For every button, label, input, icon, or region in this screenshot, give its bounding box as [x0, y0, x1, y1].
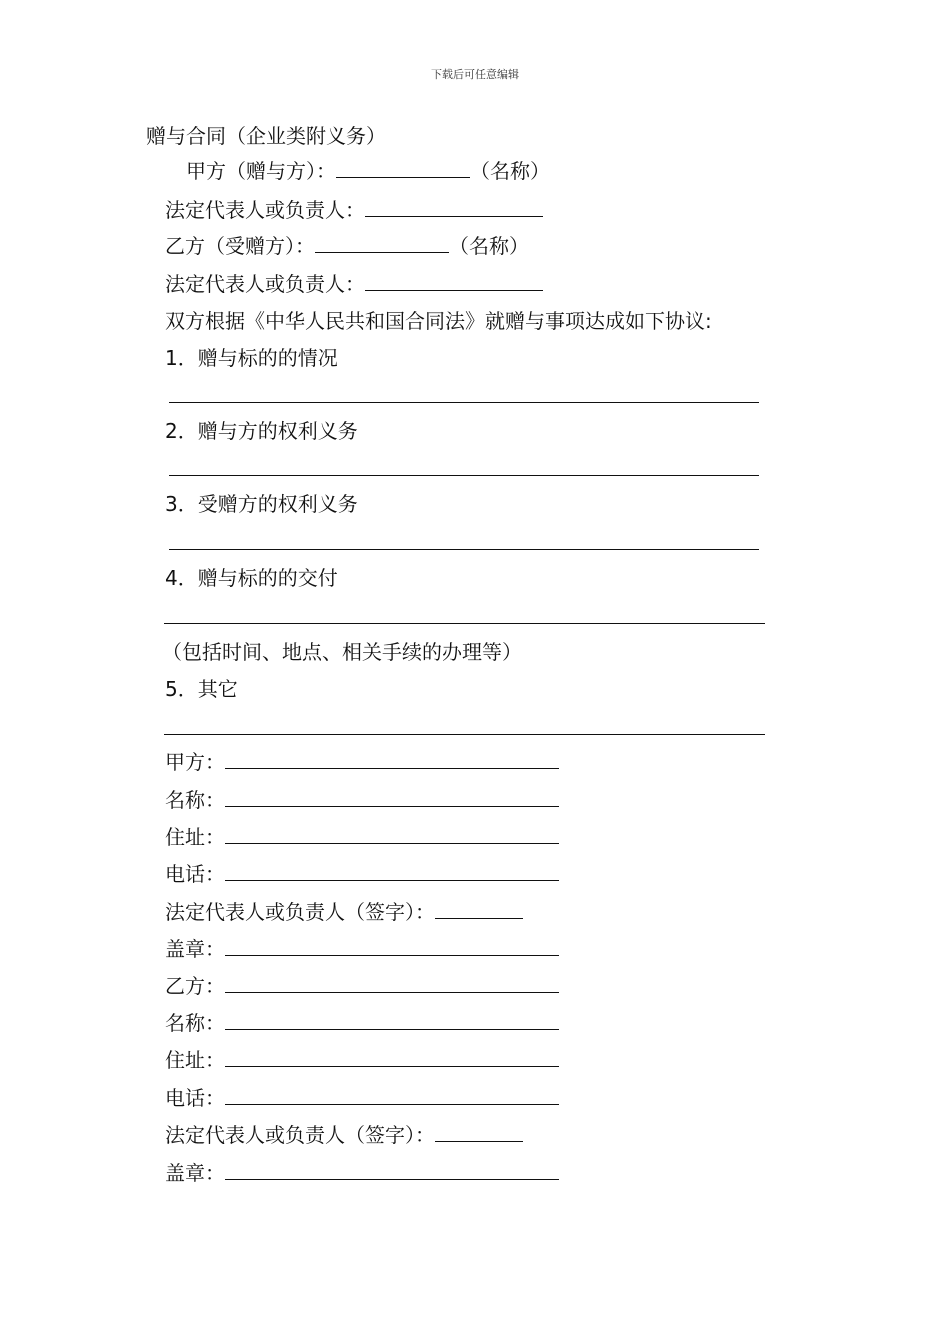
- party-b-rep-line: [165, 270, 543, 298]
- section-3-title: 受赠方的权利义务: [197, 492, 358, 516]
- party-a-line: [186, 157, 550, 185]
- section-5-number: 5．: [165, 677, 198, 701]
- party-a-name-field[interactable]: [336, 159, 470, 178]
- section-2-heading: [165, 417, 358, 445]
- section-4-note: （包括时间、地点、相关手续的办理等）: [162, 640, 522, 664]
- section-4-title: 赠与标的的交付: [197, 566, 338, 590]
- section-3-number: 3．: [165, 492, 198, 516]
- sign-a-party: [165, 748, 559, 776]
- sign-b-party-label: 乙方：: [165, 974, 225, 998]
- sign-a-address-field[interactable]: [225, 825, 559, 844]
- sign-b-party-field[interactable]: [225, 974, 559, 993]
- section-4-number: 4．: [165, 566, 198, 590]
- section-1-number: 1．: [165, 346, 198, 370]
- party-b-line: [165, 232, 529, 260]
- party-b-name-field[interactable]: [315, 234, 449, 253]
- sign-a-phone: [165, 860, 559, 888]
- section-1-fill-line[interactable]: [169, 402, 759, 403]
- party-b-label: 乙方（受赠方）：: [165, 234, 315, 258]
- sign-b-rep: [165, 1121, 523, 1149]
- sign-b-phone: [165, 1084, 559, 1112]
- document-title: 赠与合同（企业类附义务）: [146, 124, 386, 148]
- party-a-rep-line: [165, 196, 543, 224]
- party-a-label: 甲方（赠与方）：: [186, 159, 336, 183]
- sign-b-seal-field[interactable]: [225, 1161, 559, 1180]
- section-4-fill-line[interactable]: [164, 623, 765, 624]
- party-a-rep-label: 法定代表人或负责人：: [165, 198, 365, 222]
- sign-b-address-field[interactable]: [225, 1048, 559, 1067]
- sign-a-phone-field[interactable]: [225, 862, 559, 881]
- section-5-fill-line[interactable]: [164, 734, 765, 735]
- party-b-rep-label: 法定代表人或负责人：: [165, 272, 365, 296]
- party-a-suffix: （名称）: [470, 159, 550, 183]
- section-5-title: 其它: [197, 677, 238, 701]
- sign-a-name: [165, 786, 559, 814]
- sign-b-rep-signature-field[interactable]: [435, 1123, 523, 1142]
- section-3-heading: [165, 490, 358, 518]
- sign-a-seal-field[interactable]: [225, 937, 559, 956]
- sign-a-name-label: 名称：: [165, 788, 225, 812]
- sign-b-address: [165, 1046, 559, 1074]
- sign-a-rep-label: 法定代表人或负责人（签字）：: [165, 900, 435, 924]
- party-b-suffix: （名称）: [449, 234, 529, 258]
- sign-a-rep: [165, 898, 523, 926]
- party-a-rep-field[interactable]: [365, 198, 543, 217]
- sign-b-name-field[interactable]: [225, 1011, 559, 1030]
- sign-a-seal-label: 盖章：: [165, 937, 225, 961]
- section-5-heading: [165, 675, 238, 703]
- sign-b-phone-field[interactable]: [225, 1086, 559, 1105]
- sign-b-seal: [165, 1159, 559, 1187]
- sign-b-party: [165, 972, 559, 1000]
- section-3-fill-line[interactable]: [169, 549, 759, 550]
- section-1-heading: [165, 344, 338, 372]
- sign-b-rep-label: 法定代表人或负责人（签字）：: [165, 1123, 435, 1147]
- sign-b-address-label: 住址：: [165, 1048, 225, 1072]
- sign-a-rep-signature-field[interactable]: [435, 900, 523, 919]
- party-b-rep-field[interactable]: [365, 272, 543, 291]
- sign-b-phone-label: 电话：: [165, 1086, 225, 1110]
- section-2-fill-line[interactable]: [169, 475, 759, 476]
- sign-a-name-field[interactable]: [225, 788, 559, 807]
- sign-b-seal-label: 盖章：: [165, 1161, 225, 1185]
- page-header-note: 下载后可任意编辑: [431, 68, 519, 81]
- sign-a-address-label: 住址：: [165, 825, 225, 849]
- sign-a-party-label: 甲方：: [165, 750, 225, 774]
- sign-a-phone-label: 电话：: [165, 862, 225, 886]
- sign-a-address: [165, 823, 559, 851]
- sign-a-party-field[interactable]: [225, 750, 559, 769]
- sign-b-name: [165, 1009, 559, 1037]
- sign-a-seal: [165, 935, 559, 963]
- section-1-title: 赠与标的的情况: [197, 346, 338, 370]
- agreement-intro: 双方根据《中华人民共和国合同法》就赠与事项达成如下协议:: [165, 309, 712, 333]
- section-2-title: 赠与方的权利义务: [197, 419, 358, 443]
- sign-b-name-label: 名称：: [165, 1011, 225, 1035]
- section-2-number: 2．: [165, 419, 198, 443]
- section-4-heading: [165, 564, 338, 592]
